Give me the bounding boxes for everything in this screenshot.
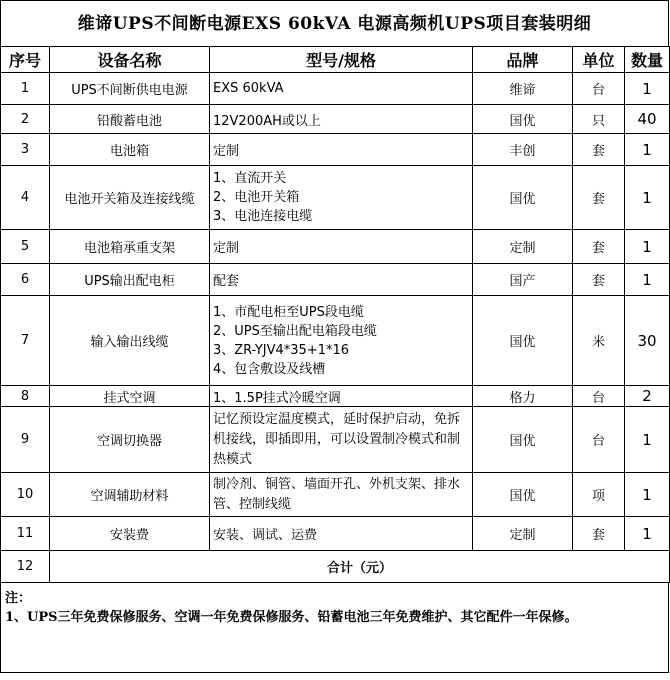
table-row	[1, 230, 670, 264]
row-spec	[210, 105, 473, 134]
total-row	[1, 551, 670, 583]
table-row	[1, 73, 670, 105]
row-unit: 套	[573, 264, 625, 296]
note-section	[0, 583, 669, 673]
row-spec	[210, 407, 473, 473]
row-name: 电池开关箱及连接线缆	[50, 166, 210, 230]
table-row	[1, 407, 670, 473]
spec-line: 定制	[213, 144, 240, 159]
row-qty: 1	[625, 230, 670, 264]
spec-line: EXS 60kVA	[213, 81, 284, 96]
table-row	[1, 166, 670, 230]
row-spec	[210, 166, 473, 230]
row-spec	[210, 73, 473, 105]
table-row	[1, 517, 670, 551]
spec-line: 12V200AH或以上	[213, 113, 321, 129]
total-label: 合计（元）	[50, 551, 670, 583]
row-unit: 套	[573, 166, 625, 230]
row-name: UPS不间断供电电源	[50, 73, 210, 105]
row-qty: 1	[625, 264, 670, 296]
row-brand: 定制	[473, 517, 573, 551]
spec-line: 1、1.5P挂式冷暖空调	[213, 390, 341, 406]
row-no: 2	[1, 105, 50, 134]
row-unit: 米	[573, 296, 625, 386]
spec-line: 3、电池连接电缆	[213, 209, 313, 224]
row-qty: 30	[625, 296, 670, 386]
row-spec	[210, 296, 473, 386]
row-no: 11	[1, 517, 50, 551]
row-brand: 格力	[473, 386, 573, 407]
table-row	[1, 264, 670, 296]
row-no: 8	[1, 386, 50, 407]
row-name: 空调辅助材料	[50, 473, 210, 517]
spec-line: 记忆预设定温度模式，延时保护启动，免拆机接线，即插即用，可以设置制冷模式和制热模式	[213, 411, 461, 467]
spec-line: 1、市配电柜至UPS段电缆	[213, 304, 364, 320]
row-unit: 套	[573, 134, 625, 166]
row-name: 空调切换器	[50, 407, 210, 473]
row-brand: 国优	[473, 105, 573, 134]
table-row	[1, 386, 670, 407]
row-unit: 只	[573, 105, 625, 134]
header-brand: 品牌	[473, 47, 573, 73]
row-no: 5	[1, 230, 50, 264]
row-unit: 套	[573, 230, 625, 264]
row-spec	[210, 473, 473, 517]
row-unit: 套	[573, 517, 625, 551]
row-qty: 2	[625, 386, 670, 407]
spec-line: 2、电池开关箱	[213, 190, 300, 205]
row-brand: 丰创	[473, 134, 573, 166]
header-model: 型号/规格	[210, 47, 473, 73]
row-no: 9	[1, 407, 50, 473]
row-name: 输入输出线缆	[50, 296, 210, 386]
row-name: 挂式空调	[50, 386, 210, 407]
note-text: 1、UPS三年免费保修服务、空调一年免费保修服务、铅蓄电池三年免费维护、其它配件一年保修。	[5, 610, 578, 625]
header-unit: 单位	[573, 47, 625, 73]
row-no: 4	[1, 166, 50, 230]
table-row	[1, 296, 670, 386]
row-brand: 国优	[473, 296, 573, 386]
header-qty: 数量	[625, 47, 670, 73]
row-qty: 1	[625, 473, 670, 517]
row-qty: 40	[625, 105, 670, 134]
table-row	[1, 105, 670, 134]
row-unit: 台	[573, 73, 625, 105]
row-name: 铅酸蓄电池	[50, 105, 210, 134]
total-no: 12	[1, 551, 50, 583]
note-label: 注：	[5, 591, 32, 606]
row-qty: 1	[625, 73, 670, 105]
header-no: 序号	[1, 47, 50, 73]
row-no: 3	[1, 134, 50, 166]
row-spec	[210, 386, 473, 407]
row-name: 电池箱承重支架	[50, 230, 210, 264]
equipment-table	[0, 46, 670, 583]
row-name: UPS输出配电柜	[50, 264, 210, 296]
row-brand: 维谛	[473, 73, 573, 105]
spec-line: 4、包含敷设及线槽	[213, 361, 326, 377]
row-qty: 1	[625, 134, 670, 166]
row-spec	[210, 264, 473, 296]
row-spec	[210, 230, 473, 264]
table-row	[1, 473, 670, 517]
row-brand: 国产	[473, 264, 573, 296]
row-qty: 1	[625, 166, 670, 230]
row-brand: 国优	[473, 166, 573, 230]
spec-line: 1、直流开关	[213, 171, 287, 186]
spec-line: 定制	[213, 241, 240, 256]
table-row	[1, 134, 670, 166]
row-unit: 项	[573, 473, 625, 517]
spec-line: 制冷剂、铜管、墙面开孔、外机支架、排水管、控制线缆	[213, 476, 461, 512]
spec-line: 安装、调试、运费	[213, 528, 318, 543]
row-qty: 1	[625, 517, 670, 551]
header-name: 设备名称	[50, 47, 210, 73]
row-no: 1	[1, 73, 50, 105]
row-qty: 1	[625, 407, 670, 473]
row-no: 6	[1, 264, 50, 296]
row-brand: 国优	[473, 407, 573, 473]
spec-line: 2、UPS至输出配电箱段电缆	[213, 323, 377, 339]
row-no: 10	[1, 473, 50, 517]
header-row	[1, 47, 670, 73]
row-no: 7	[1, 296, 50, 386]
spec-line: 3、ZR-YJV4*35+1*16	[213, 342, 350, 358]
row-unit: 台	[573, 407, 625, 473]
row-spec	[210, 134, 473, 166]
row-name: 电池箱	[50, 134, 210, 166]
spec-line: 配套	[213, 274, 240, 289]
row-name: 安装费	[50, 517, 210, 551]
row-spec	[210, 517, 473, 551]
sheet-title: 维谛UPS不间断电源EXS 60kVA 电源高频机UPS项目套装明细	[0, 0, 669, 46]
row-brand: 定制	[473, 230, 573, 264]
row-brand: 国优	[473, 473, 573, 517]
row-unit: 台	[573, 386, 625, 407]
